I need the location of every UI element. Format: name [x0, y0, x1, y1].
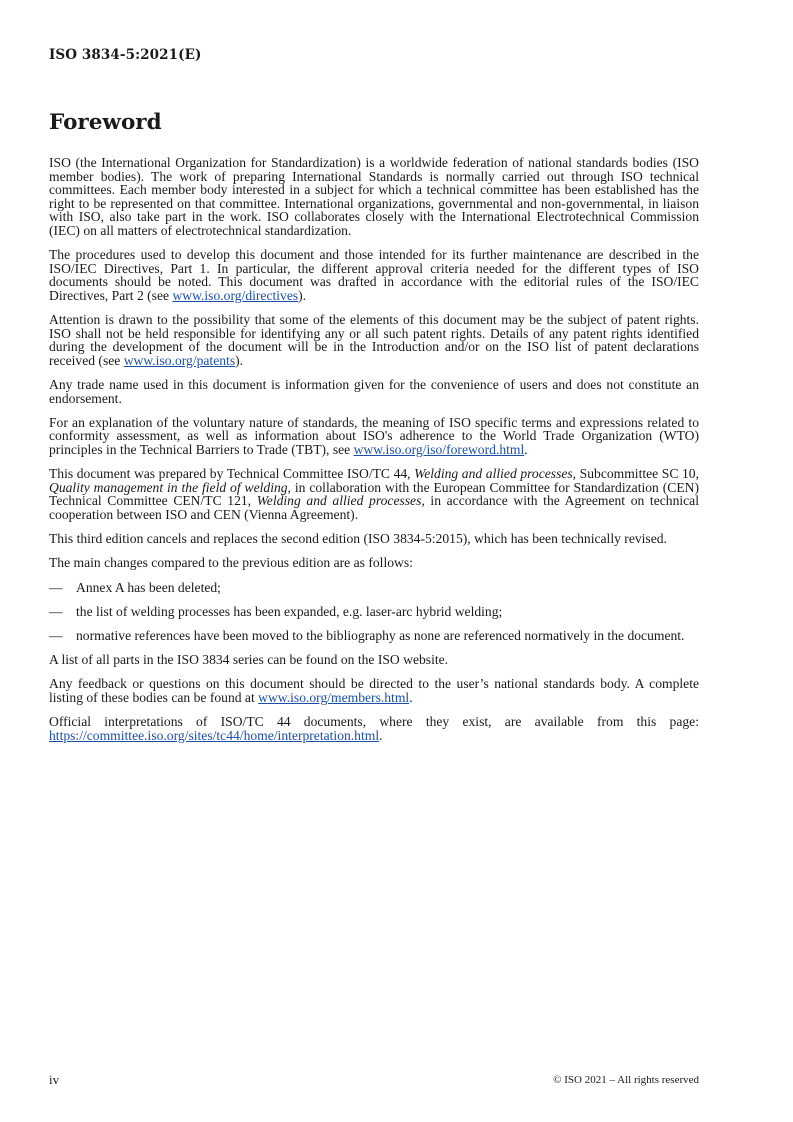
paragraph-main-changes: The main changes compared to the previous edition are as follows:: [49, 555, 413, 571]
paragraph-edition: This third edition cancels and replaces the second edition (ISO 3834-5:2015), which has been technically revised.: [49, 531, 667, 547]
patents-link[interactable]: www.iso.org/patents: [123, 352, 236, 368]
cen-committee-title: Welding and allied processes,: [256, 493, 425, 509]
list-item-text: Annex A has been deleted;: [76, 579, 221, 595]
foreword-link[interactable]: www.iso.org/iso/foreword.html: [353, 442, 525, 458]
paragraph-end: ).: [298, 287, 307, 303]
paragraph-interpretations: [49, 715, 699, 742]
page-number: iv: [49, 1072, 60, 1087]
paragraph-text: This document was prepared by Technical Committee ISO/TC 44,: [49, 466, 415, 482]
page-title: Foreword: [49, 110, 162, 135]
paragraph-text: Official interpretations of ISO/TC 44 documents, where they exist, are available from this page:: [49, 714, 699, 730]
paragraph-text: The procedures used to develop this document and those intended for its further maintenance are described in the ISO/IEC Directives, Part 1. In particular, the different approval criteria needed for the different types of ISO documents should be noted. This document was drafted in accordance with the editorial rules of the ISO/IEC Directives, Part 2 (see: [49, 247, 699, 303]
paragraph-text: in collaboration with the European Committee for Standardization (CEN) Technical Committee CEN/TC 121,: [49, 479, 699, 509]
paragraph-iso-intro: ISO (the International Organization for Standardization) is a worldwide federation of national standards bodies (ISO member bodies). The work of preparing International Standards is normally carried out through ISO technical committees. Each member body interested in a subject for which a technical committee has been established has the right to be represented on that committee. International organizations, governmental and non-governmental, in liaison with ISO, also take part in the work. ISO collaborates closely with the International Electrotechnical Commission (IEC) on all matters of electrotechnical standardization.: [49, 155, 699, 238]
paragraph-end: .: [409, 689, 413, 705]
dash-bullet: —: [49, 627, 63, 643]
dash-bullet: —: [49, 603, 63, 619]
paragraph-series: A list of all parts in the ISO 3834 series can be found on the ISO website.: [49, 652, 449, 668]
paragraph-end: .: [379, 727, 383, 743]
foreword-body: [49, 156, 699, 753]
dash-bullet: —: [49, 579, 63, 595]
copyright-notice: © ISO 2021 – All rights reserved: [553, 1074, 699, 1086]
members-link[interactable]: www.iso.org/members.html: [258, 689, 410, 705]
paragraph-text: in accordance with the Agreement on technical cooperation between ISO and CEN (Vienna Agreement).: [49, 493, 699, 523]
paragraph-end: .: [524, 442, 528, 458]
paragraph-feedback: [49, 677, 699, 704]
paragraph-trade-name: Any trade name used in this document is information given for the convenience of users and does not constitute an endorsement.: [49, 377, 699, 406]
paragraph-patents: [49, 313, 699, 367]
subcommittee-title: Quality management in the field of welding,: [49, 479, 291, 495]
paragraph-voluntary-nature: [49, 416, 699, 457]
paragraph-text: Any feedback or questions on this document should be directed to the user’s national standards body. A complete listing of these bodies can be found at: [49, 676, 699, 705]
paragraph-text: For an explanation of the voluntary nature of standards, the meaning of ISO specific terms and expressions related to conformity assessment, as well as information about ISO's adherence to the World Trade Organization (WTO) principles in the Technical Barriers to Trade (TBT), see: [49, 414, 699, 458]
list-item: [49, 581, 699, 595]
directives-link[interactable]: www.iso.org/directives: [172, 287, 299, 303]
paragraph-end: ).: [235, 352, 244, 368]
list-item-text: normative references have been moved to the bibliography as none are referenced normatively in the document.: [76, 627, 685, 643]
list-item-text: the list of welding processes has been expanded, e.g. laser-arc hybrid welding;: [76, 603, 503, 619]
paragraph-procedures: [49, 248, 699, 302]
paragraph-prepared-by: [49, 467, 699, 521]
list-item: [49, 605, 699, 619]
list-item: [49, 629, 699, 643]
interpretation-link[interactable]: https://committee.iso.org/sites/tc44/home/interpretation.html: [49, 727, 380, 743]
document-id-header: ISO 3834-5:2021(E): [49, 47, 202, 63]
paragraph-text: Attention is drawn to the possibility that some of the elements of this document may be the subject of patent rights. ISO shall not be held responsible for identifying any or all such patent rights. Details of any patent rights identified during the development of the document will be in the Introduction and/or on the ISO list of patent declarations received (see: [49, 312, 699, 368]
paragraph-text: Subcommittee SC 10,: [576, 466, 699, 482]
committee-title: Welding and allied processes,: [414, 466, 577, 482]
